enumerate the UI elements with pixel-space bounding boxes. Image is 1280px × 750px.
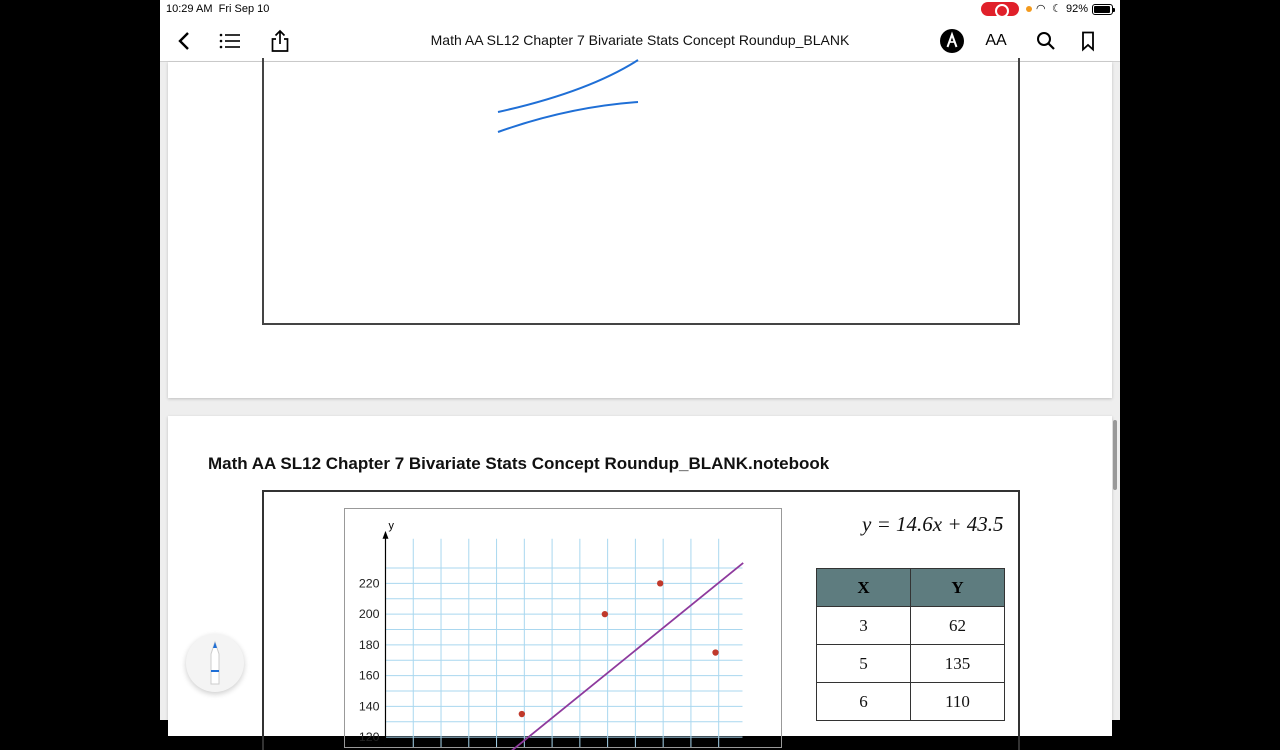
text-size-button[interactable] xyxy=(980,28,1012,54)
handwriting-line-1b: year xyxy=(568,100,631,133)
content-box xyxy=(262,490,1020,750)
data-point xyxy=(519,711,525,717)
nav-bar xyxy=(160,20,1120,62)
pencil-icon xyxy=(207,640,223,686)
document-title: Math AA SL12 Chapter 7 Bivariate Stats Concept Roundup_BLANK xyxy=(430,32,850,48)
scatter-chart xyxy=(344,508,782,748)
markup-pen-icon xyxy=(939,28,965,54)
pencil-tool-button[interactable] xyxy=(186,634,244,692)
share-button[interactable] xyxy=(266,28,294,54)
battery-icon xyxy=(1092,4,1113,15)
y-axis-letter: y xyxy=(388,519,394,532)
table-cell: 6 xyxy=(817,683,911,721)
handwriting-line-1: m = 14.6 thousand km xyxy=(298,69,645,104)
bookmark-button[interactable] xyxy=(1074,28,1102,54)
data-point xyxy=(657,580,663,586)
table-cell: 110 xyxy=(911,683,1005,721)
handwriting-line-3: of 14.6 thousand km per year. xyxy=(308,189,828,229)
handwritten-notes xyxy=(168,62,1112,398)
moon-icon: ☾ xyxy=(1052,3,1062,15)
battery-percent: 92% xyxy=(1066,3,1089,15)
list-icon xyxy=(219,32,241,50)
y-tick-label: 200 xyxy=(358,607,380,622)
table-header-x: X xyxy=(817,569,911,607)
handwriting-line-6: an odometer reading of 43.5 thousand km. xyxy=(296,335,1086,375)
table-cell: 62 xyxy=(911,607,1005,645)
app-frame xyxy=(160,0,1120,745)
y-tick-label: 180 xyxy=(358,637,380,652)
scrollbar[interactable] xyxy=(1113,420,1117,490)
data-point xyxy=(712,649,718,655)
y-tick-label: 140 xyxy=(358,699,380,714)
pdf-page-1 xyxy=(168,62,1112,398)
table-header-y: Y xyxy=(911,569,1005,607)
back-button[interactable] xyxy=(170,28,198,54)
data-point xyxy=(602,611,608,617)
outline-button[interactable] xyxy=(216,28,244,54)
y-axis-arrow-icon xyxy=(383,531,389,539)
share-icon xyxy=(270,29,290,53)
bookmark-icon xyxy=(1081,31,1095,51)
table-cell: 5 xyxy=(817,645,911,683)
table-row xyxy=(817,683,1005,721)
handwriting-line-5: A "zero year old" vehicle will have xyxy=(295,289,988,329)
notebook-title: Math AA SL12 Chapter 7 Bivariate Stats Concept Roundup_BLANK.notebook xyxy=(208,454,830,473)
handwriting-line-4: *y-int is 43.5 thousand km (when x=0) xyxy=(258,245,978,285)
data-table xyxy=(816,568,1005,721)
mic-indicator-icon xyxy=(1026,6,1032,12)
table-row xyxy=(817,607,1005,645)
status-bar xyxy=(160,0,1120,20)
table-row xyxy=(817,645,1005,683)
table-cell: 3 xyxy=(817,607,911,645)
handwriting-line-2: *The odometer reading increases at a rate xyxy=(258,139,998,183)
wifi-icon: ◠ xyxy=(1036,3,1046,15)
y-tick-label: 120 xyxy=(358,730,380,745)
regression-equation: y = 14.6x + 43.5 xyxy=(862,512,1004,536)
search-icon xyxy=(1036,31,1056,51)
screen-record-icon[interactable] xyxy=(981,2,1019,16)
text-size-icon: AA xyxy=(985,32,1007,49)
y-tick-label: 220 xyxy=(358,576,380,591)
pdf-page-2 xyxy=(168,416,1112,745)
search-button[interactable] xyxy=(1032,28,1060,54)
y-tick-label: 160 xyxy=(358,668,380,683)
status-time: 10:29 AM Fri Sep 10 xyxy=(166,3,270,15)
table-cell: 135 xyxy=(911,645,1005,683)
markup-button[interactable] xyxy=(938,28,966,54)
chevron-left-icon xyxy=(177,31,191,51)
